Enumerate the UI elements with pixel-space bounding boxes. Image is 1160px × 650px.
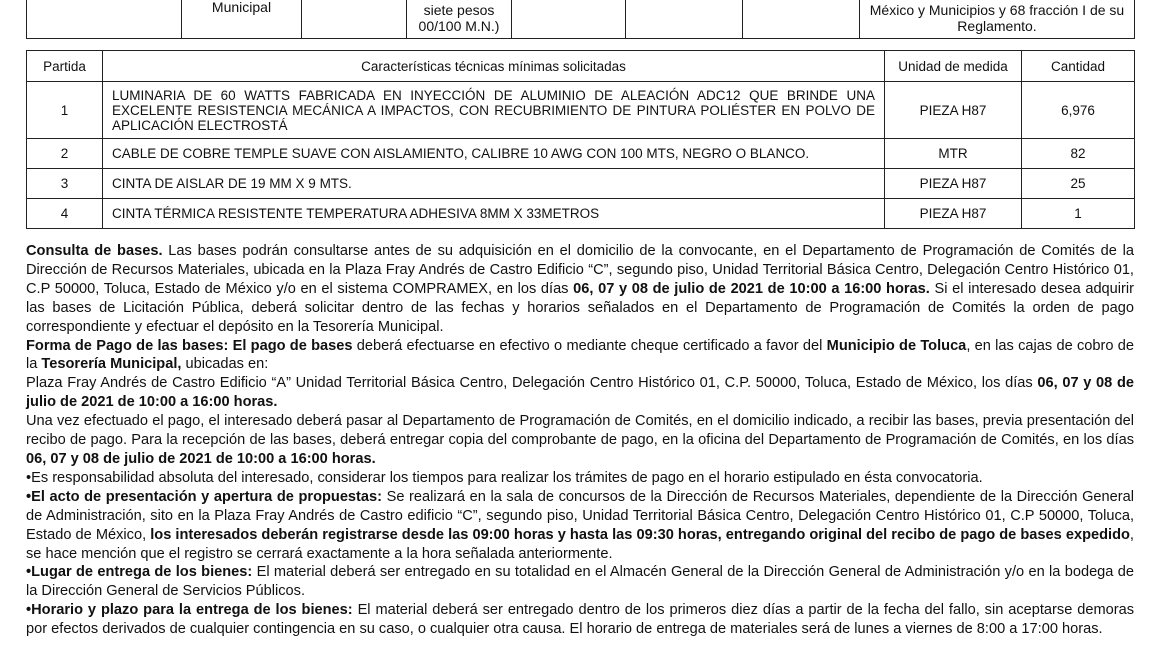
header-unidad: Unidad de medida [885, 51, 1022, 82]
acto-text: Se realizará en la sala de concursos de la Dirección de Recursos Materiales, dependiente de la Dirección General de Administración, sito en la Plaza Fray Andrés de Castro edificio “C”, segundo piso, Unidad Territorial Básica Centro, Delegación Centro Histórico 01, C.P 50000, Toluca, Estado de México, [26, 488, 1134, 543]
acto-bold: los interesados deberán registrarse desde las 09:00 horas y hasta las 09:30 horas, entregando original del recibo de pago de bases expedido [150, 526, 1130, 543]
pago-address-paragraph [26, 374, 1134, 412]
lugar-title: •Lugar de entrega de los bienes: [26, 564, 253, 581]
top-cell-1 [27, 0, 182, 39]
top-partial-table [26, 0, 1135, 39]
items-table [26, 50, 1135, 229]
row-unidad: PIEZA H87 [885, 169, 1022, 199]
top-cell-2: Municipal [182, 0, 302, 39]
pago-text: deberá efectuarse en efectivo o mediante cheque certificado a favor del [352, 337, 827, 354]
lugar-text: El material deberá ser entregado en su totalidad en el Almacén General de la Dirección General de Administración y/o en la bodega de la Dirección General de Servicios Públicos. [26, 564, 1134, 600]
acto-paragraph [26, 488, 1134, 564]
consulta-text: Las bases podrán consultarse antes de su adquisición en el domicilio de la convocante, en el Departamento de Programación de Comités de la Dirección de Recursos Materiales, ubicada en la Plaza Fray Andrés de Castro Edificio “C”, segundo piso, Unidad Territorial Básica Centro, Delegación Centro Histórico 01, C.P 50000, Toluca, Estado de México y/o en el sistema COMPRAMEX, en los días [26, 243, 1134, 297]
top-cell-7 [743, 0, 860, 39]
row-unidad: PIEZA H87 [885, 82, 1022, 139]
pago-address: Plaza Fray Andrés de Castro Edificio “A” Unidad Territorial Básica Centro, Delegación Centro Histórico 01, C.P. 50000, Toluca, Estado de México, los días [26, 375, 1038, 392]
top-cell-4: siete pesos 00/100 M.N.) [407, 0, 512, 39]
acto-text-2: , se hace mención que el registro se cerrará exactamente a la hora señalada anteriormente. [26, 526, 1134, 562]
row-cantidad: 1 [1022, 199, 1135, 229]
row-desc: CINTA DE AISLAR DE 19 MM X 9 MTS. [103, 169, 885, 199]
table-row [27, 139, 1135, 169]
header-cantidad: Cantidad [1022, 51, 1135, 82]
items-header-row [27, 51, 1135, 82]
row-cantidad: 82 [1022, 139, 1135, 169]
row-unidad: MTR [885, 139, 1022, 169]
pago-tesoreria: Tesorería Municipal, [41, 356, 182, 373]
top-cell-5 [512, 0, 626, 39]
horario-title: •Horario y plazo para la entrega de los bienes: [26, 602, 353, 619]
top-cell-8: México y Municipios y 68 fracción I de su Reglamento. [860, 0, 1135, 39]
row-partida: 2 [27, 139, 103, 169]
header-partida: Partida [27, 51, 103, 82]
header-caracteristicas: Características técnicas mínimas solicitadas [103, 51, 885, 82]
table-row [27, 169, 1135, 199]
lugar-paragraph [26, 563, 1134, 601]
top-cell-6 [626, 0, 743, 39]
table-row [27, 82, 1135, 139]
recepcion-paragraph [26, 412, 1134, 469]
pago-text-3: ubicadas en: [181, 356, 269, 373]
row-desc: LUMINARIA DE 60 WATTS FABRICADA EN INYECCIÓN DE ALUMINIO DE ALEACIÓN ADC12 QUE BRINDE UNA EXCELENTE RESISTENCIA MECÁNICA A IMPACTOS, CON RECUBRIMIENTO DE PINTURA POLIÉSTER EN POLVO DE APLICACIÓN ELECTROSTÁ [103, 82, 885, 139]
table-row [27, 199, 1135, 229]
row-desc: CABLE DE COBRE TEMPLE SUAVE CON AISLAMIENTO, CALIBRE 10 AWG CON 100 MTS, NEGRO O BLANCO. [103, 139, 885, 169]
top-cell-3 [302, 0, 407, 39]
recepcion-text: Una vez efectuado el pago, el interesado deberá pasar al Departamento de Programación de Comités, en el domicilio indicado, a recibir las bases, previa presentación del recibo de pago. Para la recepción de las bases, deberá entregar copia del comprobante de pago, en la oficina del Departamento de Programación de Comités, en los días [26, 413, 1134, 449]
row-cantidad: 6,976 [1022, 82, 1135, 139]
row-partida: 4 [27, 199, 103, 229]
recepcion-dates: 06, 07 y 08 de julio de 2021 de 10:00 a 16:00 horas. [26, 450, 376, 467]
consulta-paragraph [26, 242, 1134, 337]
convocatoria-body [26, 242, 1134, 639]
row-partida: 1 [27, 82, 103, 139]
pago-paragraph [26, 337, 1134, 375]
horario-paragraph [26, 601, 1134, 639]
row-cantidad: 25 [1022, 169, 1135, 199]
pago-municipio: Municipio de Toluca [826, 337, 967, 354]
acto-title: •El acto de presentación y apertura de propuestas: [26, 488, 383, 505]
horario-text: El material deberá ser entregado dentro de los primeros diez días a partir de la fecha del fallo, sin aceptarse demoras por efectos derivados de cualquier contingencia en su caso, o cualquier otra causa. El horario de entrega de materiales será de lunes a viernes de 8:00 a 17:00 horas. [26, 602, 1135, 638]
row-unidad: PIEZA H87 [885, 199, 1022, 229]
pago-dates: 06, 07 y 08 de julio de 2021 de 10:00 a 16:00 horas. [26, 375, 1135, 411]
responsabilidad-paragraph: •Es responsabilidad absoluta del interesado, considerar los tiempos para realizar los trámites de pago en el horario estipulado en ésta convocatoria. [26, 469, 983, 486]
pago-text-2: , en las cajas de cobro de la [26, 337, 1135, 373]
row-partida: 3 [27, 169, 103, 199]
pago-title: Forma de Pago de las bases: El pago de bases [26, 337, 353, 354]
row-desc: CINTA TÉRMICA RESISTENTE TEMPERATURA ADHESIVA 8MM X 33METROS [103, 199, 885, 229]
consulta-title: Consulta de bases. [26, 243, 163, 259]
consulta-text-2: Si el interesado desea adquirir las bases de Licitación Pública, deberá solicitar dentro de las fechas y horarios señalados en el Departamento de Programación de Comités la orden de pago correspondiente y efectuar el depósito en la Tesorería Municipal. [26, 280, 1134, 335]
consulta-dates: 06, 07 y 08 de julio de 2021 de 10:00 a 16:00 horas. [573, 280, 930, 297]
